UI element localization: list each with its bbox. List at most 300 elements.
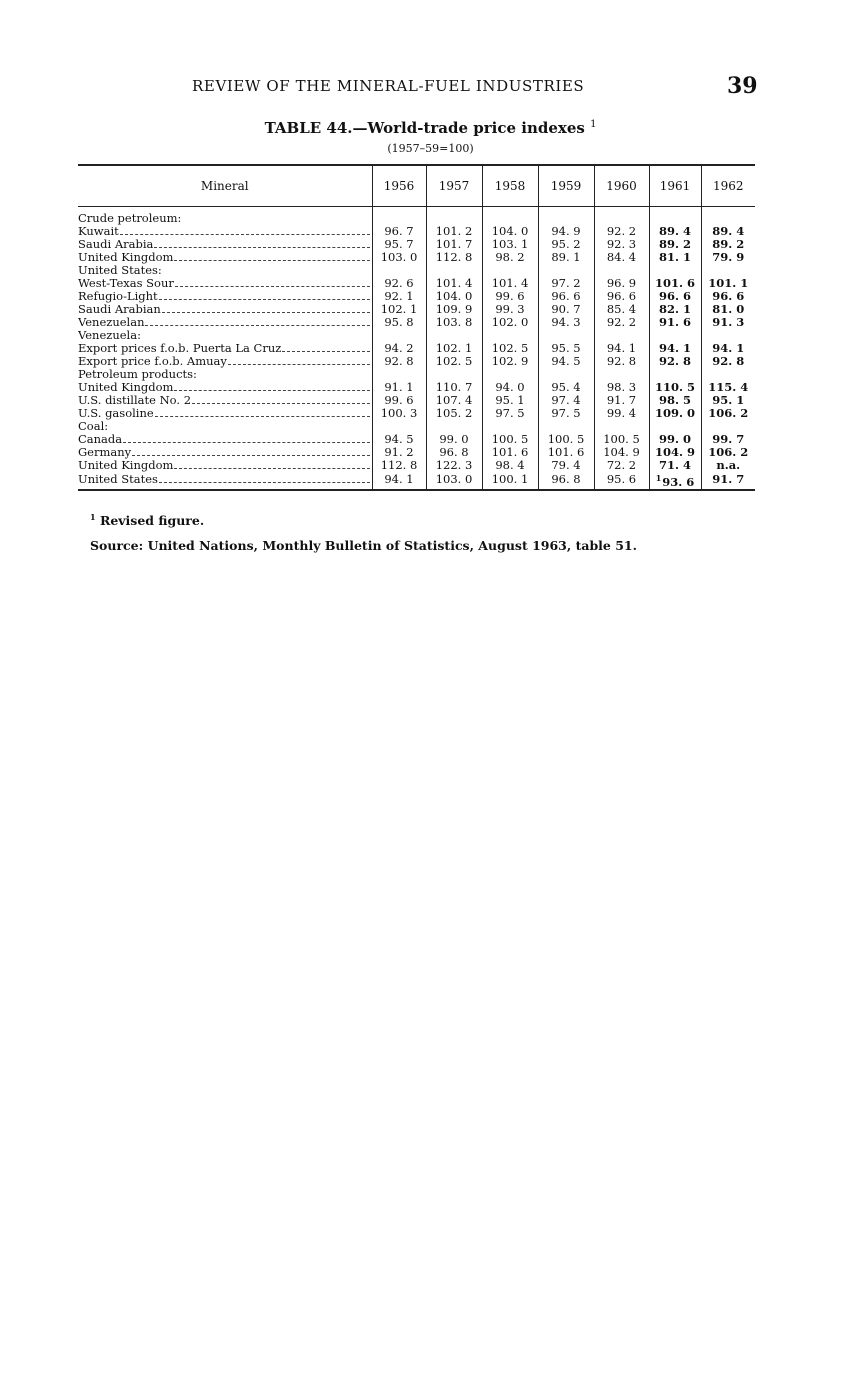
row-label — [78, 368, 372, 381]
footnote-source: Source: United Nations, Monthly Bulletin of Statistics, August 1963, table 51. — [90, 538, 637, 554]
table-row — [78, 225, 755, 238]
value-cell — [538, 355, 594, 368]
value: 104. 0 — [491, 224, 529, 238]
value-cell — [594, 446, 649, 459]
row-label — [78, 459, 372, 472]
table-group-row — [78, 329, 755, 342]
table-body — [78, 207, 755, 491]
footnote-revised-text: Revised figure. — [99, 513, 205, 529]
table-title — [0, 119, 861, 137]
value: 82. 1 — [658, 302, 691, 316]
row-label-text: Kuwait — [78, 224, 119, 238]
value: 94. 9 — [551, 224, 581, 238]
value-cell — [649, 381, 701, 394]
value: 89. 4 — [658, 224, 691, 238]
value: 95. 1 — [712, 393, 745, 407]
table-row — [78, 472, 755, 491]
value: 103. 0 — [380, 250, 418, 264]
value-cell — [538, 446, 594, 459]
value: 89. 1 — [551, 250, 581, 264]
value: 98. 4 — [495, 458, 525, 472]
table-group-row — [78, 420, 755, 433]
value-cell — [701, 212, 755, 225]
row-label — [78, 446, 372, 459]
table-row — [78, 342, 755, 355]
value: 100. 1 — [491, 472, 529, 487]
row-label — [78, 381, 372, 394]
footnotes — [90, 512, 637, 563]
value-cell — [482, 225, 538, 238]
value-cell — [701, 316, 755, 329]
value: 91. 6 — [658, 315, 691, 329]
value-cell — [482, 472, 538, 491]
value-cell — [594, 368, 649, 381]
value: 112. 8 — [435, 250, 473, 264]
value: 99. 3 — [495, 302, 525, 316]
value: 110. 7 — [435, 380, 473, 394]
value-cell — [372, 342, 426, 355]
value: 91. 7 — [606, 393, 637, 407]
value-cell — [538, 459, 594, 472]
value: 92. 2 — [606, 315, 637, 329]
table-header-row — [78, 165, 755, 207]
value: 90. 7 — [551, 302, 581, 316]
row-label-text: Petroleum products: — [78, 367, 197, 381]
table-row — [78, 355, 755, 368]
value-cell — [482, 355, 538, 368]
value-cell — [649, 290, 701, 303]
value: 101. 6 — [654, 276, 695, 290]
table-row — [78, 238, 755, 251]
value: 101. 7 — [435, 237, 473, 251]
value: 92. 8 — [658, 354, 691, 368]
row-label — [78, 277, 372, 290]
value: 102. 9 — [491, 354, 529, 368]
row-label-text: United Kingdom — [78, 250, 174, 264]
row-label-cell — [78, 459, 372, 472]
value-cell — [538, 368, 594, 381]
value-cell — [594, 459, 649, 472]
value-cell — [426, 368, 482, 381]
row-label-text: United States — [78, 473, 158, 487]
value: 109. 0 — [654, 406, 695, 420]
value-cell — [482, 433, 538, 446]
row-label — [78, 473, 372, 486]
value: 89. 2 — [658, 237, 691, 251]
value: 89. 2 — [712, 237, 745, 251]
value-cell — [594, 316, 649, 329]
footnote-revised — [90, 512, 637, 528]
row-label-text: Venezuela: — [78, 328, 141, 342]
value: 85. 4 — [606, 302, 637, 316]
value: 92. 3 — [606, 237, 637, 251]
value-cell — [701, 264, 755, 277]
dot-leader — [282, 351, 369, 352]
value: 101. 6 — [491, 445, 529, 459]
value-cell — [701, 355, 755, 368]
value-cell — [649, 277, 701, 290]
value-cell — [426, 290, 482, 303]
value: 94. 5 — [551, 354, 581, 368]
value: 102. 5 — [435, 354, 473, 368]
table-row — [78, 381, 755, 394]
table-row — [78, 290, 755, 303]
row-label-cell — [78, 472, 372, 491]
value: 101. 6 — [547, 445, 585, 459]
value-cell — [426, 316, 482, 329]
row-label-text: Refugio-Light — [78, 289, 158, 303]
row-label-text: United States: — [78, 263, 162, 277]
value-cell — [426, 420, 482, 433]
table-row — [78, 303, 755, 316]
row-label — [78, 342, 372, 355]
value: 96. 9 — [606, 276, 637, 290]
value-cell — [594, 329, 649, 342]
value-cell — [372, 251, 426, 264]
value: 81. 1 — [658, 250, 691, 264]
value: 95. 4 — [551, 380, 581, 394]
value: 104. 0 — [435, 289, 473, 303]
row-label — [78, 394, 372, 407]
value-cell — [426, 303, 482, 316]
row-label-cell — [78, 225, 372, 238]
value-cell — [372, 394, 426, 407]
value-cell — [538, 225, 594, 238]
value: 101. 1 — [708, 276, 749, 290]
column-header-mineral: Mineral — [78, 165, 372, 207]
value: 91. 1 — [384, 380, 414, 394]
value: 103. 1 — [491, 237, 529, 251]
dot-leader — [174, 390, 369, 391]
value-cell — [372, 277, 426, 290]
value: n.a. — [716, 458, 741, 472]
value-cell — [649, 459, 701, 472]
value-cell — [482, 251, 538, 264]
value-cell — [649, 238, 701, 251]
value-cell — [701, 407, 755, 420]
dot-leader — [228, 364, 370, 365]
value-cell — [594, 355, 649, 368]
table-row — [78, 277, 755, 290]
value-cell — [426, 225, 482, 238]
dot-leader — [123, 442, 369, 443]
table-subtitle: (1957–59=100) — [387, 142, 474, 155]
row-label — [78, 264, 372, 277]
value-cell — [594, 251, 649, 264]
value: 115. 4 — [708, 380, 749, 394]
value-cell — [649, 446, 701, 459]
row-label-cell — [78, 420, 372, 433]
footnote-mark: 1 — [655, 472, 662, 483]
value: 99. 0 — [658, 432, 691, 446]
value: 92. 1 — [384, 289, 414, 303]
column-header-year: 1957 — [426, 165, 482, 207]
value: 99. 6 — [495, 289, 525, 303]
value: 96. 8 — [439, 445, 469, 459]
value-cell — [701, 459, 755, 472]
value-cell — [372, 433, 426, 446]
row-label-text: Saudi Arabian — [78, 302, 161, 316]
value-cell — [482, 316, 538, 329]
value: 92. 2 — [606, 224, 637, 238]
value: 96. 8 — [551, 472, 581, 487]
dot-leader — [174, 468, 369, 469]
value-cell — [372, 225, 426, 238]
value-cell — [538, 407, 594, 420]
value: 79. 9 — [712, 250, 745, 264]
value: 100. 5 — [603, 432, 640, 446]
row-label — [78, 316, 372, 329]
value-cell — [701, 394, 755, 407]
value: 97. 5 — [551, 406, 581, 420]
value-cell — [649, 407, 701, 420]
table-row — [78, 316, 755, 329]
value: 99. 6 — [384, 393, 414, 407]
value-cell — [649, 316, 701, 329]
value: 106. 2 — [708, 406, 749, 420]
value-cell — [538, 342, 594, 355]
table-row — [78, 446, 755, 459]
value: 94. 3 — [551, 315, 581, 329]
price-index-table — [78, 164, 755, 491]
value: 110. 5 — [654, 380, 695, 394]
row-label-cell — [78, 264, 372, 277]
column-header-year: 1959 — [538, 165, 594, 207]
value-cell — [594, 290, 649, 303]
value: 95. 2 — [551, 237, 581, 251]
value-cell — [426, 381, 482, 394]
value-cell — [649, 264, 701, 277]
value-cell — [372, 329, 426, 342]
value: 96. 7 — [384, 224, 414, 238]
value: 94. 5 — [384, 432, 414, 446]
row-label-text: United Kingdom — [78, 458, 174, 472]
row-label-cell — [78, 303, 372, 316]
value-cell — [701, 446, 755, 459]
value-cell — [594, 303, 649, 316]
value: 96. 6 — [712, 289, 745, 303]
value: 99. 0 — [439, 432, 469, 446]
dot-leader — [174, 260, 369, 261]
value: 96. 6 — [551, 289, 581, 303]
value-cell — [426, 459, 482, 472]
row-label-text: Crude petroleum: — [78, 212, 182, 225]
value: 89. 4 — [712, 224, 745, 238]
value: 79. 4 — [551, 458, 581, 472]
value-cell — [482, 303, 538, 316]
value: 97. 5 — [495, 406, 525, 420]
value: 97. 2 — [551, 276, 581, 290]
value-cell — [594, 277, 649, 290]
value-cell — [701, 329, 755, 342]
row-label-text: Export price f.o.b. Amuay — [78, 354, 227, 368]
table-group-row — [78, 212, 755, 225]
value: 96. 6 — [658, 289, 691, 303]
value: 94. 1 — [712, 341, 745, 355]
value-cell — [594, 433, 649, 446]
table-row — [78, 433, 755, 446]
value: 95. 1 — [495, 393, 525, 407]
value-cell — [594, 407, 649, 420]
value: 93. 6 — [662, 474, 695, 489]
row-label-cell — [78, 329, 372, 342]
value-cell — [594, 238, 649, 251]
dot-leader — [120, 234, 370, 235]
value: 81. 0 — [712, 302, 745, 316]
value-cell — [538, 238, 594, 251]
value-cell — [372, 420, 426, 433]
value: 91. 7 — [712, 472, 745, 487]
dot-leader — [159, 482, 370, 483]
footnote-revised-mark: 1 — [90, 512, 96, 522]
value-cell — [426, 433, 482, 446]
running-title: REVIEW OF THE MINERAL-FUEL INDUSTRIES — [192, 77, 585, 95]
value-cell — [426, 355, 482, 368]
dot-leader — [155, 416, 370, 417]
value-cell — [649, 355, 701, 368]
value-cell — [372, 472, 426, 491]
dot-leader — [132, 455, 369, 456]
value-cell — [426, 394, 482, 407]
value: 112. 8 — [380, 458, 418, 472]
value-cell — [594, 394, 649, 407]
value-cell — [649, 303, 701, 316]
value-cell — [482, 264, 538, 277]
row-label-cell — [78, 368, 372, 381]
value: 96. 6 — [606, 289, 637, 303]
value-cell — [701, 238, 755, 251]
value: 95. 8 — [384, 315, 414, 329]
value: 100. 5 — [547, 432, 585, 446]
value-cell — [426, 238, 482, 251]
value-cell — [482, 407, 538, 420]
value-cell — [372, 264, 426, 277]
row-label-cell — [78, 446, 372, 459]
row-label-text: U.S. distillate No. 2 — [78, 393, 192, 407]
value: 95. 7 — [384, 237, 414, 251]
value-cell — [482, 420, 538, 433]
row-label-text: U.S. gasoline — [78, 406, 154, 420]
row-label-text: United Kingdom — [78, 380, 174, 394]
value: 102. 5 — [491, 341, 529, 355]
value-cell — [372, 303, 426, 316]
value-cell — [372, 407, 426, 420]
value-cell — [426, 212, 482, 225]
value: 101. 2 — [435, 224, 473, 238]
value-cell — [538, 433, 594, 446]
value-cell — [649, 225, 701, 238]
row-label-text: Saudi Arabia — [78, 237, 154, 251]
column-header-year: 1960 — [594, 165, 649, 207]
row-label-cell — [78, 355, 372, 368]
table-row — [78, 407, 755, 420]
row-label-text: Canada — [78, 432, 123, 446]
table-row — [78, 251, 755, 264]
row-label-cell — [78, 212, 372, 225]
running-head — [0, 75, 861, 101]
value: 98. 3 — [606, 380, 637, 394]
value: 102. 1 — [380, 302, 418, 316]
row-label-cell — [78, 238, 372, 251]
value-cell — [482, 290, 538, 303]
row-label — [78, 225, 372, 238]
table-row — [78, 459, 755, 472]
row-label — [78, 303, 372, 316]
value: 94. 1 — [658, 341, 691, 355]
row-label-cell — [78, 290, 372, 303]
value-cell — [538, 420, 594, 433]
value: 71. 4 — [658, 458, 691, 472]
column-header-year: 1958 — [482, 165, 538, 207]
value-cell — [594, 264, 649, 277]
row-label-text: Coal: — [78, 419, 109, 433]
value-cell — [701, 368, 755, 381]
value-cell — [538, 394, 594, 407]
value: 107. 4 — [435, 393, 473, 407]
row-label-cell — [78, 433, 372, 446]
value-cell — [372, 316, 426, 329]
value: 95. 6 — [606, 472, 637, 487]
value-cell — [538, 264, 594, 277]
value-cell — [482, 342, 538, 355]
dot-leader — [175, 286, 370, 287]
value: 94. 0 — [495, 380, 525, 394]
value-cell — [482, 459, 538, 472]
value-cell — [594, 212, 649, 225]
value: 84. 4 — [606, 250, 637, 264]
value: 102. 1 — [435, 341, 473, 355]
value: 103. 8 — [435, 315, 473, 329]
value: 98. 5 — [658, 393, 691, 407]
value-cell — [372, 446, 426, 459]
value-cell — [538, 290, 594, 303]
value: 95. 5 — [551, 341, 581, 355]
value-cell — [426, 251, 482, 264]
value-cell — [538, 472, 594, 491]
value-cell — [482, 381, 538, 394]
dot-leader — [192, 403, 369, 404]
value-cell — [482, 238, 538, 251]
value: 100. 5 — [491, 432, 529, 446]
value-cell — [372, 368, 426, 381]
value: 99. 4 — [606, 406, 637, 420]
row-label — [78, 251, 372, 264]
row-label — [78, 433, 372, 446]
value-cell — [649, 212, 701, 225]
table-row — [78, 394, 755, 407]
value: 109. 9 — [435, 302, 473, 316]
page-number: 39 — [727, 73, 758, 99]
table-group-row — [78, 264, 755, 277]
value-cell — [372, 238, 426, 251]
value-cell — [482, 446, 538, 459]
value-cell — [538, 381, 594, 394]
row-label-text: West-Texas Sour — [78, 276, 174, 290]
value: 91. 3 — [712, 315, 745, 329]
value: 72. 2 — [606, 458, 637, 472]
row-label — [78, 355, 372, 368]
value-cell — [649, 342, 701, 355]
value: 94. 1 — [606, 341, 637, 355]
value: 122. 3 — [435, 458, 473, 472]
value-cell — [701, 225, 755, 238]
value-cell — [538, 316, 594, 329]
value: 101. 4 — [435, 276, 473, 290]
value-cell — [538, 329, 594, 342]
value: 106. 2 — [708, 445, 749, 459]
value: 104. 9 — [654, 445, 695, 459]
value-cell — [426, 329, 482, 342]
